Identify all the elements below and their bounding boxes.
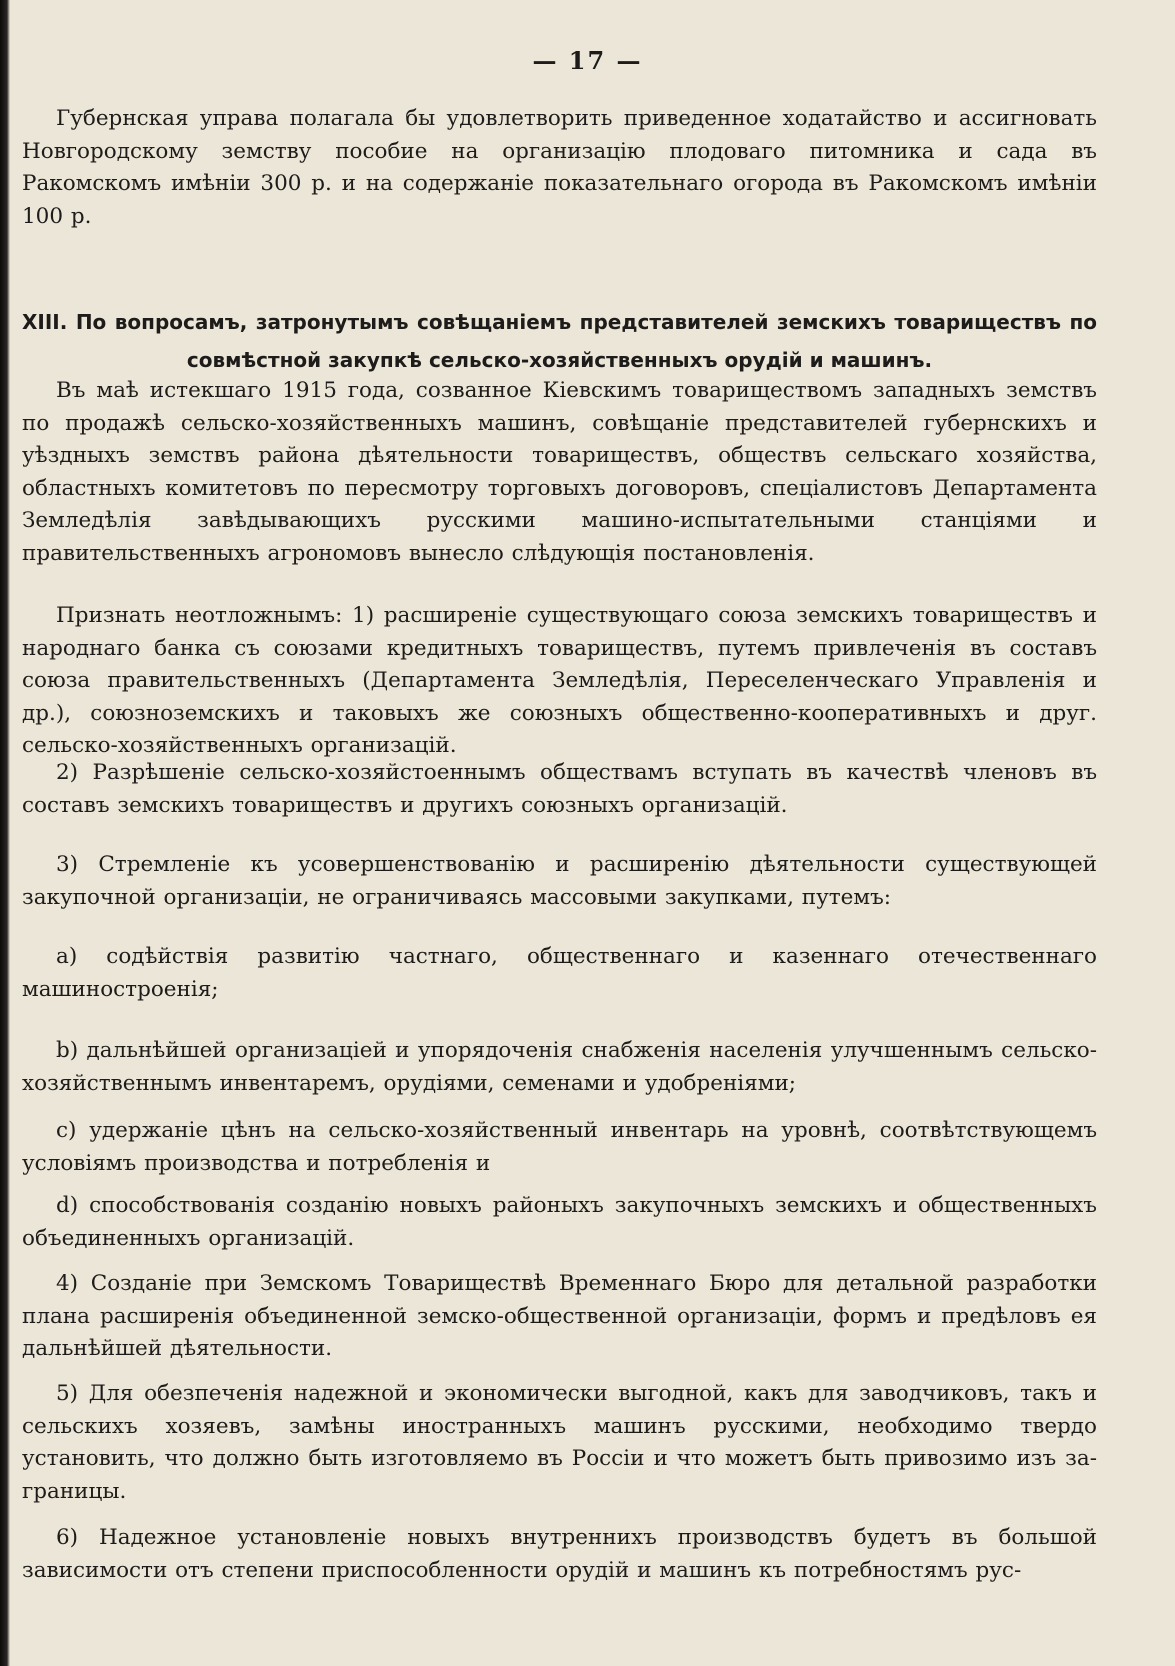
paragraph-item-6: 6) Надежное установленіе новыхъ внутреннихъ производствъ будетъ въ большой зависимости отъ степени приспособленности орудій и машинъ къ потребностямъ рус- — [22, 1525, 1097, 1583]
paragraph-item-3c: c) удержаніе цѣнъ на сельско-хозяйственный инвентарь на уровнѣ, соотвѣтствующемъ условіямъ производства и потребленія и — [22, 1118, 1097, 1176]
paragraph-item-1: Признать неотложнымъ: 1) расширеніе существующаго союза земскихъ товариществъ и народнаго банка съ союзами кредитныхъ товариществъ, путемъ привлеченія въ составъ союза правительственныхъ (Департамента Земледѣлія, Переселенческаго Управленія и др.), союзноземскихъ и таковыхъ же союзныхъ общественно-кооперативныхъ и друг. сельско-хозяйственныхъ организацій. — [22, 603, 1097, 758]
paragraph-item-3a: a) содѣйствія развитію частнаго, общественнаго и казеннаго отечественнаго машиностроенія; — [22, 944, 1097, 1002]
paragraph-item-3: 3) Стремленіе къ усовершенствованію и расширенію дѣятельности существующей закупочной организаціи, не ограничиваясь массовыми закупками, путемъ: — [22, 852, 1097, 910]
intro-paragraph: Губернская управа полагала бы удовлетворить приведенное ходатайство и ассигновать Новгородскому земству пособие на организацію плодоваго питомника и сада въ Ракомскомъ имѣніи 300 р. и на содержаніе показательнаго огорода въ Ракомскомъ имѣніи 100 р. — [22, 106, 1097, 229]
paragraph-item-5: 5) Для обезпеченія надежной и экономически выгодной, какъ для заводчиковъ, такъ и сельскихъ хозяевъ, замѣны иностранныхъ машинъ русскими, необходимо твердо установить, что должно быть изготовляемо въ Россіи и что можетъ быть привозимо изъ за-границы. — [22, 1381, 1097, 1504]
page-number: — 17 — — [532, 46, 643, 75]
paragraph-item-3d: d) способствованія созданію новыхъ районыхъ закупочныхъ земскихъ и общественныхъ объединенныхъ организацій. — [22, 1193, 1097, 1251]
section-heading: XIII. По вопросамъ, затронутымъ совѣщаніемъ представителей земскихъ товариществъ по совмѣстной закупкѣ сельско-хозяйственныхъ орудій и машинъ. — [22, 310, 1097, 372]
paragraph-meeting: Въ маѣ истекшаго 1915 года, созванное Кіевскимъ товариществомъ западныхъ земствъ по продажѣ сельско-хозяйственныхъ машинъ, совѣщаніе представителей губернскихъ и уѣздныхъ земствъ района дѣятельности товариществъ, обществъ сельскаго хозяйства, областныхъ комитетовъ по пересмотру торговыхъ договоровъ, спеціалистовъ Департамента Земледѣлія завѣдывающихъ русскими машино-испытательными станціями и правительственныхъ агрономовъ вынесло слѣдующія постановленія. — [22, 378, 1097, 566]
paragraph-item-3b: b) дальнѣйшей организаціей и упорядоченія снабженія населенія улучшеннымъ сельско-хозяйственнымъ инвентаремъ, орудіями, семенами и удобреніями; — [22, 1038, 1097, 1096]
paragraph-item-2: 2) Разрѣшеніе сельско-хозяйстоеннымъ обществамъ вступать въ качествѣ членовъ въ составъ земскихъ товариществъ и другихъ союзныхъ организацій. — [22, 760, 1097, 818]
paragraph-item-4: 4) Созданіе при Земскомъ Товариществѣ Временнаго Бюро для детальной разработки плана расширенія объединенной земско-общественной организаціи, формъ и предѣловъ ея дальнѣйшей дѣятельности. — [22, 1271, 1097, 1361]
